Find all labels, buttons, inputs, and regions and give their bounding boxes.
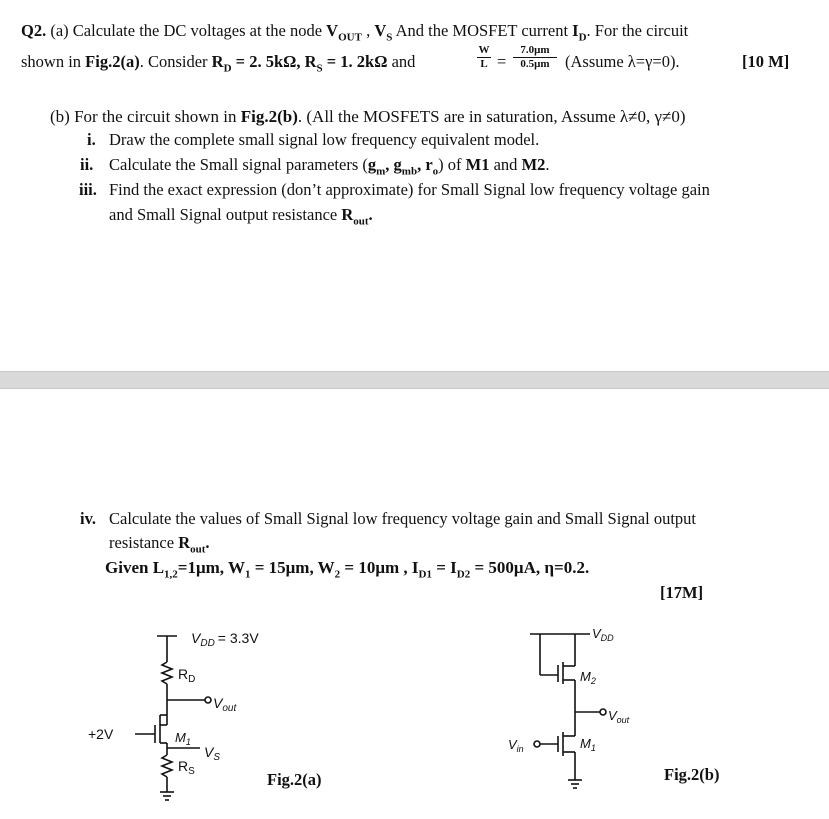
partb-intro-a: (b) For the circuit shown in <box>50 107 241 126</box>
rs-r: R <box>304 52 317 71</box>
iv-rout-sub: out <box>190 543 206 556</box>
rd-val: = 2. 5kΩ, <box>231 52 305 71</box>
item-iv-label: iv. <box>80 509 97 528</box>
w2-sub: 2 <box>334 568 341 581</box>
vdd-sub: DD <box>200 638 215 649</box>
fig2b-vin-label <box>508 737 524 754</box>
m1-label-sub: 1 <box>185 737 191 747</box>
fig2a-caption: Fig.2(a) <box>267 770 322 789</box>
wl-num: W <box>478 44 490 56</box>
vdd-v: V <box>191 630 201 646</box>
fig2b-m1-label <box>580 736 596 753</box>
vs-symbol <box>374 21 393 44</box>
fig2b-vout-terminal <box>600 709 606 715</box>
m2-ref: M2 <box>521 155 546 174</box>
m2-label-m: M <box>580 669 591 684</box>
wl-fraction <box>477 45 491 70</box>
id-sub: D <box>578 31 587 44</box>
vs-label-sub: S <box>213 752 221 763</box>
id1-sub: D1 <box>418 568 432 581</box>
vin-terminal <box>534 741 540 747</box>
m1b-label-sub: 1 <box>590 743 596 753</box>
item-iv-text2 <box>109 533 210 559</box>
wl-den: L <box>480 58 488 70</box>
item-ii-text <box>109 155 550 181</box>
fig2b-vout-sub: out <box>616 715 630 725</box>
question-label: Q2. <box>21 21 47 40</box>
fig2b-m2-label <box>580 669 596 686</box>
page-divider <box>0 371 829 389</box>
fig2b-vdd-label <box>592 626 614 643</box>
rd-label-r: R <box>178 666 189 682</box>
rout-dot: . <box>368 205 373 224</box>
ro-r: , r <box>417 155 433 174</box>
q2a-line1 <box>21 21 688 47</box>
circuit-fig2b <box>500 620 660 810</box>
rs-label-r: R <box>178 758 189 774</box>
item-iii-text: Find the exact expression (don’t approximate) for Small Signal low frequency voltage gain <box>109 180 710 199</box>
rs-sub: S <box>316 62 323 75</box>
vs-label-v: V <box>204 744 214 760</box>
m1-label-m: M <box>175 730 186 745</box>
fig2b-vout-v: V <box>608 708 617 723</box>
rout-r: R <box>341 205 354 224</box>
fig2a-m1-label <box>175 730 191 747</box>
gmb-g: , g <box>385 155 402 174</box>
fig2b-vout-label <box>608 708 630 725</box>
iii-text2-a: and Small Signal output resistance <box>109 205 342 224</box>
id-i: I <box>572 21 579 40</box>
iv-text2-a: resistance <box>109 533 179 552</box>
id-symbol <box>572 21 587 44</box>
ratio-fraction <box>513 45 557 70</box>
consider: . Consider <box>139 52 212 71</box>
fig2b-vdd-sub: DD <box>600 633 614 643</box>
vout-symbol <box>326 21 362 44</box>
ii-dot: . <box>545 155 550 174</box>
vout-sub: OUT <box>338 31 362 44</box>
rout-symbol <box>341 205 373 228</box>
marks-10: [10 M] <box>742 52 790 71</box>
q2a-line2 <box>21 52 415 78</box>
rout-sub: out <box>353 215 369 228</box>
item-i-text: Draw the complete small signal low frequency equivalent model. <box>109 130 540 149</box>
item-iv-text: Calculate the values of Small Signal low frequency voltage gain and Small Signal output <box>109 509 696 528</box>
iv-rout-dot: . <box>205 533 210 552</box>
rd-sub: D <box>223 62 232 75</box>
rd-r: R <box>211 52 224 71</box>
given-line <box>105 558 589 584</box>
partb-intro-b: . (All the MOSFETS are in saturation, Assume λ≠0, γ≠0) <box>297 107 686 126</box>
given-l: Given L <box>105 558 165 577</box>
iv-rout-r: R <box>178 533 191 552</box>
ii-and: and <box>489 155 522 174</box>
gm-g: g <box>367 155 377 174</box>
rd-equation <box>211 52 388 75</box>
id2-sub: D2 <box>456 568 471 581</box>
fig2b-ref: Fig.2(b) <box>240 107 298 126</box>
vout-v: V <box>326 21 339 40</box>
vout-terminal <box>205 697 211 703</box>
vout-label-sub: out <box>222 703 237 714</box>
rs-label-sub: S <box>188 766 195 777</box>
vin-label-sub: in <box>516 744 524 754</box>
item-ii-label: ii. <box>80 155 94 174</box>
vdd-val: = 3.3V <box>217 630 259 646</box>
m2-label-sub: 2 <box>590 676 596 686</box>
rd-resistor <box>162 662 172 684</box>
partb-intro <box>50 107 686 127</box>
id-val: = 500μA, η=0.2. <box>470 558 590 577</box>
vs-v: V <box>374 21 387 40</box>
vin-label-v: V <box>508 737 517 752</box>
q2a-mid: And the MOSFET current <box>392 21 573 40</box>
m1-ref: M1 <box>465 155 490 174</box>
ratio-num: 7.0μm <box>520 44 550 56</box>
iv-rout-symbol <box>178 533 210 556</box>
given-values <box>105 558 590 581</box>
wl-equals: = <box>497 52 507 71</box>
given-w: =1μm, W <box>177 558 245 577</box>
id-eq: = I <box>431 558 457 577</box>
vout-label-v: V <box>213 695 223 711</box>
item-iii-label: iii. <box>79 180 97 199</box>
w1-val: = 15μm, W <box>250 558 335 577</box>
small-signal-params <box>367 155 439 178</box>
m1b-label-m: M <box>580 736 591 751</box>
fig2b-vdd-v: V <box>592 626 601 641</box>
fig2b-caption: Fig.2(b) <box>664 765 720 784</box>
ii-text-a: Calculate the Small signal parameters ( <box>109 155 368 174</box>
fig2a-gate-voltage: +2V <box>88 726 114 742</box>
assume-text: (Assume λ=γ=0). <box>565 52 680 71</box>
ii-text-b: ) of <box>438 155 466 174</box>
q2a-text: (a) Calculate the DC voltages at the node <box>50 21 327 40</box>
q2a-end: . For the circuit <box>586 21 689 40</box>
fig2a-vout-label <box>213 695 237 714</box>
and-word: and <box>387 52 416 71</box>
w1-sub: 1 <box>244 568 251 581</box>
item-iii-text2 <box>109 205 373 231</box>
ratio-den: 0.5μm <box>520 58 550 70</box>
fig2a-ref: Fig.2(a) <box>85 52 140 71</box>
rs-resistor <box>162 755 172 777</box>
ro-sub: o <box>432 165 439 178</box>
rd-label-sub: D <box>188 674 196 685</box>
fig2a-vdd-label <box>191 630 259 649</box>
given-l-sub: 1,2 <box>164 568 178 581</box>
fig2a-vs-label <box>204 744 220 763</box>
w2-val: = 10μm , I <box>340 558 419 577</box>
marks-17: [17M] <box>660 583 704 602</box>
item-i-label: i. <box>87 130 96 149</box>
gmb-sub: mb <box>401 165 418 178</box>
fig2a-rd-label <box>178 666 195 685</box>
vs-sub: S <box>386 31 393 44</box>
rs-val: = 1. 2kΩ <box>322 52 388 71</box>
gm-sub: m <box>376 165 386 178</box>
comma: , <box>361 21 375 40</box>
fig2a-rs-label <box>178 758 195 777</box>
shown-in: shown in <box>21 52 86 71</box>
